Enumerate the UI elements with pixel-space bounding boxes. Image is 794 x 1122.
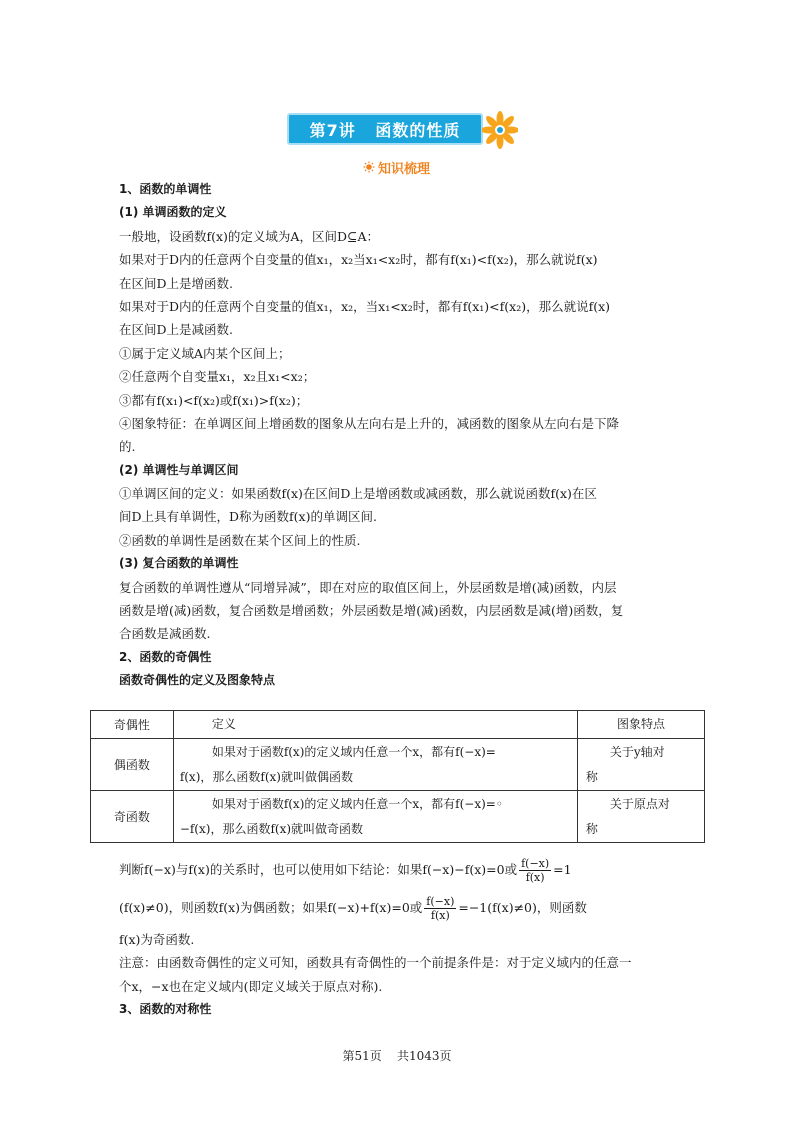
text-line: 在区间D上是增函数. [119, 275, 233, 291]
parity-notes [119, 852, 684, 1022]
table-cell: 奇函数 [91, 791, 174, 843]
fraction: $\frac{f(-x)}{f(x)}$ [426, 895, 455, 922]
text-line: 判断f(−x)与f(x)的关系时，也可以使用如下结论：如果f(−x)−f(x)=0或 $\frac{f(-x)}{f(x)}$ =1 [119, 857, 572, 884]
flower-icon [482, 110, 518, 150]
text-line: 注意：由函数奇偶性的定义可知，函数具有奇偶性的一个前提条件是：对于定义域内的任意一 [119, 955, 632, 971]
text-line: 在区间D上是减函数. [119, 322, 233, 338]
table-row [91, 739, 705, 791]
body-text [119, 178, 679, 693]
text-line: 合函数是减函数. [119, 626, 211, 642]
text-line: ②任意两个自变量x₁，x₂且x₁<x₂； [119, 369, 316, 385]
text-line: 一般地，设函数f(x)的定义域为A，区间D⊆A： [119, 228, 379, 244]
text-line: ①属于定义域A内某个区间上； [119, 345, 291, 361]
table-cell: 如果对于函数f(x)的定义域内任意一个x，都有f(−x)=◦ −f(x)，那么函数f(x)就叫做奇函数 [173, 791, 577, 843]
text-line: 函数是增(减)函数，复合函数是增函数；外层函数是增(减)函数，内层函数是减(增)函数，复 [119, 603, 624, 619]
subheading-interval: (2) 单调性与单调区间 [119, 462, 239, 477]
subheading-definition: (1) 单调函数的定义 [119, 205, 227, 220]
heading-monotonicity: 1、函数的单调性 [119, 182, 212, 196]
table-cell: 关于原点对 称 [577, 791, 704, 843]
page-footer: 第51页 共1043页 [342, 1049, 452, 1063]
table-cell: 如果对于函数f(x)的定义域内任意一个x，都有f(−x)= f(x)，那么函数f(x)就叫做偶函数 [173, 739, 577, 791]
table-row [91, 791, 705, 843]
text-line: f(x)为奇函数. [119, 932, 195, 947]
section-heading [363, 157, 430, 177]
text-line: ③都有f(x₁)<f(x₂)或f(x₁)>f(x₂)； [119, 392, 309, 408]
table-caption: 函数奇偶性的定义及图象特点 [119, 673, 276, 688]
table-cell: 关于y轴对 称 [577, 739, 704, 791]
chapter-title-banner [287, 110, 522, 150]
subheading-composite: (3) 复合函数的单调性 [119, 556, 239, 571]
table-header-cell: 奇偶性 [91, 711, 174, 739]
table-cell: 偶函数 [91, 739, 174, 791]
sun-icon [363, 161, 375, 173]
text-line: 的. [119, 439, 136, 455]
text-line: 如果对于D内的任意两个自变量的值x₁，x₂当x₁<x₂时，都有f(x₁)<f(x₂)，那么就说f(x) [119, 252, 598, 268]
table-header-row [91, 711, 705, 739]
text-line: ④图象特征：在单调区间上增函数的图象从左向右是上升的，减函数的图象从左向右是下降 [119, 415, 620, 431]
text-line: ②函数的单调性是函数在某个区间上的性质. [119, 532, 361, 548]
text-line: 如果对于D内的任意两个自变量的值x₁，x₂，当x₁<x₂时，都有f(x₁)<f(x₂)，那么就说f(x) [119, 298, 611, 314]
heading-symmetry: 3、函数的对称性 [119, 1002, 212, 1017]
text-line: 个x，−x也在定义域内(即定义域关于原点对称). [119, 978, 383, 994]
section-heading-text: 知识梳理 [378, 161, 431, 177]
text-line: 间D上具有单调性，D称为函数f(x)的单调区间. [119, 509, 377, 525]
table-header-cell: 定义 [173, 711, 577, 739]
fraction: $\frac{f(-x)}{f(x)}$ [521, 857, 550, 884]
parity-table [90, 710, 705, 843]
text-line: ①单调区间的定义：如果函数f(x)在区间D上是增函数或减函数，那么就说函数f(x)在区 [119, 486, 597, 502]
text-line: (f(x)≠0)，则函数f(x)为偶函数；如果f(−x)+f(x)=0或 $\frac{f(-x)}{f(x)}$ =−1(f(x)≠0)，则函数 [119, 895, 587, 922]
heading-parity: 2、函数的奇偶性 [119, 649, 212, 664]
chapter-title: 第7讲 函数的性质 [287, 113, 483, 145]
table-header-cell: 图象特点 [577, 711, 704, 739]
text-line: 复合函数的单调性遵从“同增异减”，即在对应的取值区间上，外层函数是增(减)函数，内层 [119, 579, 617, 595]
